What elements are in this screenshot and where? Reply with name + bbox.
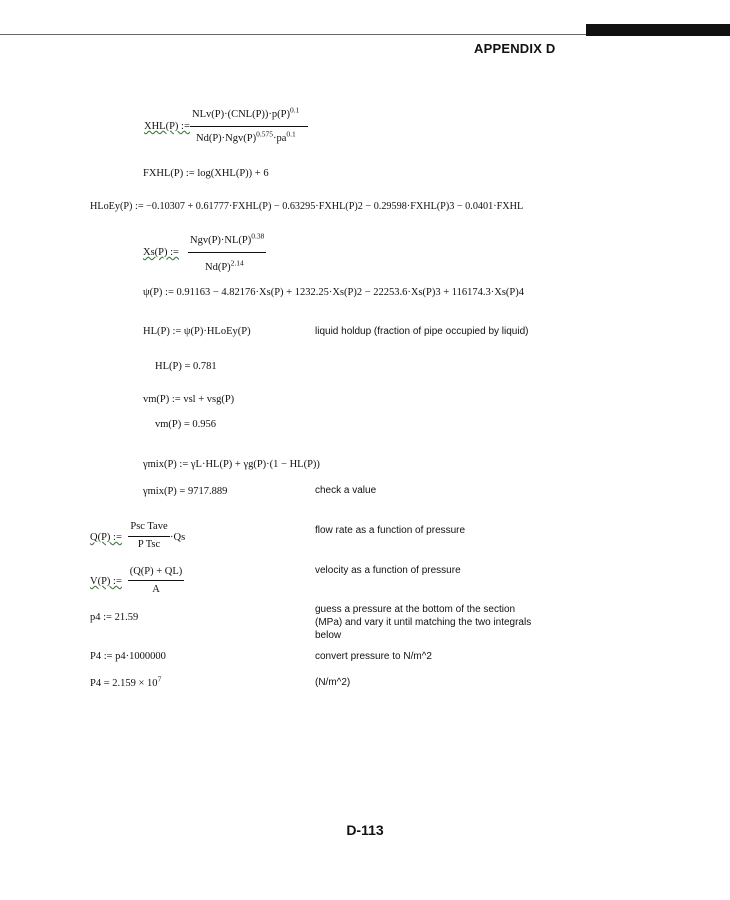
gmix-note: check a value [315,485,377,496]
header-rule [0,34,586,35]
v-denominator: A [152,584,160,595]
xs-fraction-bar [188,252,266,253]
page-number: D-113 [346,822,384,838]
q-denominator: P Tsc [137,539,161,550]
gmix-definition: γmix(P) := γL·HL(P) + γg(P)·(1 − HL(P)) [143,459,320,470]
hl-value: HL(P) = 0.781 [155,361,217,372]
xs-denominator: $Nd(P)^{2.14}$ [205,258,244,273]
q-tail: ·Qs [170,532,186,543]
xhl-lhs: XHL(P) := [144,121,190,132]
hl-note: liquid holdup (fraction of pipe occupied by liquid) [315,326,529,337]
q-lhs: Q(P) := [90,532,122,543]
xs-numerator: $Ngv(P)\cdot NL(P)^{0.38}$ [190,231,265,246]
fxhl-equation: FXHL(P) := log(XHL(P)) + 6 [143,168,269,179]
v-lhs: V(P) := [90,576,122,587]
hloeps-equation: HLoEy(P) := −0.10307 + 0.61777·FXHL(P) − 0.63295·FXHL(P)2 − 0.29598·FXHL(P)3 − 0.0401·FXHL [90,201,524,212]
xhl-denominator: $Nd(P)\cdot Ngv(P)^{0.575}\cdot pa^{0.1}$ [196,129,296,144]
gmix-value: γmix(P) = 9717.889 [143,486,228,497]
q-note: flow rate as a function of pressure [315,525,466,536]
p4-assignment: p4 := 21.59 [90,612,139,623]
q-fraction-bar [128,536,170,537]
vm-value: vm(P) = 0.956 [155,419,217,430]
appendix-title: APPENDIX D [474,41,556,56]
P4-note: convert pressure to N/m^2 [315,651,432,662]
P4-value: $P4 = 2.159 \times 10^7$ [90,674,162,689]
hl-definition: HL(P) := ψ(P)·HLoEy(P) [143,326,251,337]
xhl-fraction-bar [190,126,308,127]
xhl-numerator: $NLv(P)\cdot(CNL(P))\cdot p(P)^{0.1}$ [192,105,300,120]
psi-equation: ψ(P) := 0.91163 − 4.82176·Xs(P) + 1232.25·Xs(P)2 − 22253.6·Xs(P)3 + 116174.3·Xs(P)4 [143,287,525,298]
v-note: velocity as a function of pressure [315,565,461,576]
p4-note: guess a pressure at the bottom of the section (MPa) and vary it until matching the two integrals below [315,604,532,641]
xs-lhs: Xs(P) := [143,247,179,258]
v-fraction-bar [128,580,184,581]
P4-definition: P4 := p4·1000000 [90,651,166,662]
header-bar [586,24,730,36]
P4-value-unit: (N/m^2) [315,677,351,688]
v-numerator: (Q(P) + QL) [129,566,183,577]
vm-definition: vm(P) := vsl + vsg(P) [143,394,235,405]
q-numerator: Psc Tave [130,521,168,532]
